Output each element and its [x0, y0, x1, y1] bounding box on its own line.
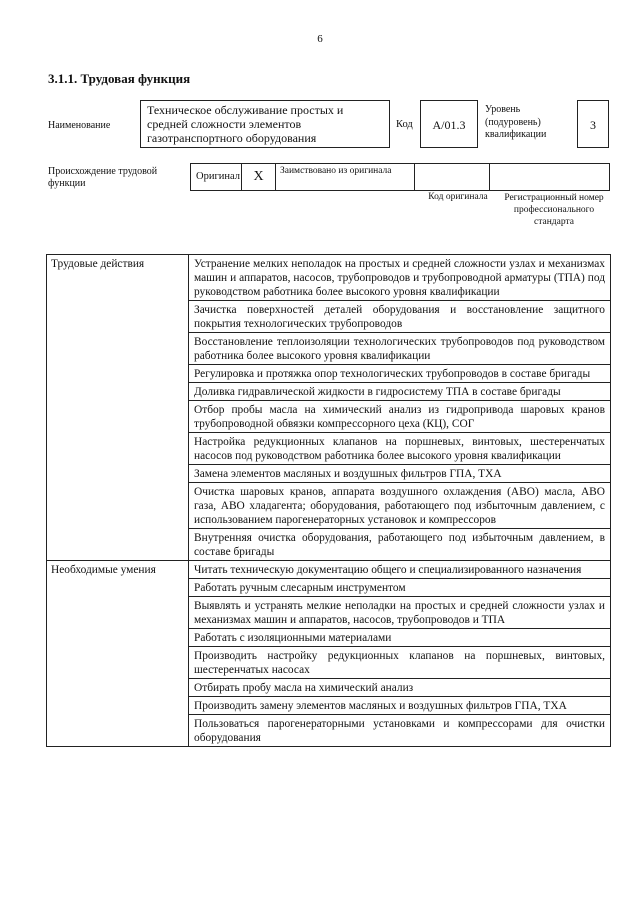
required-skills-label: Необходимые умения: [47, 561, 189, 747]
code-value: А/01.3: [420, 100, 478, 148]
labor-action-item: Замена элементов масляных и воздушных фильтров ГПА, ТХА: [189, 465, 611, 483]
origin-row: [190, 163, 610, 191]
table-row: [47, 561, 611, 579]
skill-item: Отбирать пробу масла на химический анализ: [189, 679, 611, 697]
labor-action-item: Настройка редукционных клапанов на поршневых, винтовых, шестеренчатых насосов под руководством работника более высокого уровня квалификации: [189, 433, 611, 465]
labor-action-item: Зачистка поверхностей деталей оборудования и восстановление защитного покрытия технологических трубопроводов: [189, 301, 611, 333]
labor-actions-label: Трудовые действия: [47, 255, 189, 561]
page-number: 6: [317, 33, 323, 45]
level-value: 3: [577, 100, 609, 148]
labor-action-item: Регулировка и протяжка опор технологических трубопроводов в составе бригады: [189, 365, 611, 383]
code-label: Код: [396, 119, 413, 130]
skill-item: Читать техническую документацию общего и специализированного назначения: [189, 561, 611, 579]
origin-borrowed-cell: Заимствовано из оригинала: [275, 163, 415, 191]
skill-item: Производить настройку редукционных клапанов на поршневых, винтовых, шестеренчатых насосах: [189, 647, 611, 679]
labor-action-item: Устранение мелких неполадок на простых и средней сложности узлах и механизмах машин и аппаратов, насосов, трубопроводов и трубопроводной арматуры (ТПА) под руководством работника более высокого уровня квалификации: [189, 255, 611, 301]
reg-number-caption: Регистрационный номер профессионального стандарта: [504, 193, 604, 227]
name-label: Наименование: [48, 120, 111, 131]
function-details-table: [46, 254, 611, 747]
function-name-value: Техническое обслуживание простых и средней сложности элементов газотранспортного оборудования: [140, 100, 390, 148]
labor-action-item: Восстановление теплоизоляции технологических трубопроводов под руководством работника более высокого уровня квалификации: [189, 333, 611, 365]
labor-action-item: Отбор пробы масла на химический анализ из гидропривода шаровых кранов трубопроводной обвязки компрессорного цеха (КЦ), СОГ: [189, 401, 611, 433]
origin-label: Происхождение трудовой функции: [48, 166, 158, 189]
labor-action-item: Внутренняя очистка оборудования, работающего под избыточным давлением, в составе бригады: [189, 529, 611, 561]
labor-action-item: Доливка гидравлической жидкости в гидросистему ТПА в составе бригады: [189, 383, 611, 401]
skill-item: Производить замену элементов масляных и воздушных фильтров ГПА, ТХА: [189, 697, 611, 715]
skill-item: Пользоваться парогенераторными установками и компрессорами для очистки оборудования: [189, 715, 611, 747]
section-title: 3.1.1. Трудовая функция: [48, 71, 191, 86]
reg-number-cell: [489, 163, 610, 191]
labor-action-item: Очистка шаровых кранов, аппарата воздушного охлаждения (АВО) масла, АВО газа, АВО хладагента; оборудования, работающего под избыточным давлением, с использованием парогенераторных установок и компрессоров: [189, 483, 611, 529]
skill-item: Выявлять и устранять мелкие неполадки на простых и средней сложности узлах и механизмах машин и аппаратов, насосов, трубопроводов и ТПА: [189, 597, 611, 629]
table-row: [47, 255, 611, 301]
original-code-caption: Код оригинала: [428, 192, 488, 202]
origin-original-cell: Оригинал: [190, 163, 242, 191]
skill-item: Работать ручным слесарным инструментом: [189, 579, 611, 597]
skill-item: Работать с изоляционными материалами: [189, 629, 611, 647]
level-label: Уровень (подуровень) квалификации: [485, 104, 547, 140]
origin-mark-cell: X: [241, 163, 276, 191]
original-code-cell: [414, 163, 490, 191]
